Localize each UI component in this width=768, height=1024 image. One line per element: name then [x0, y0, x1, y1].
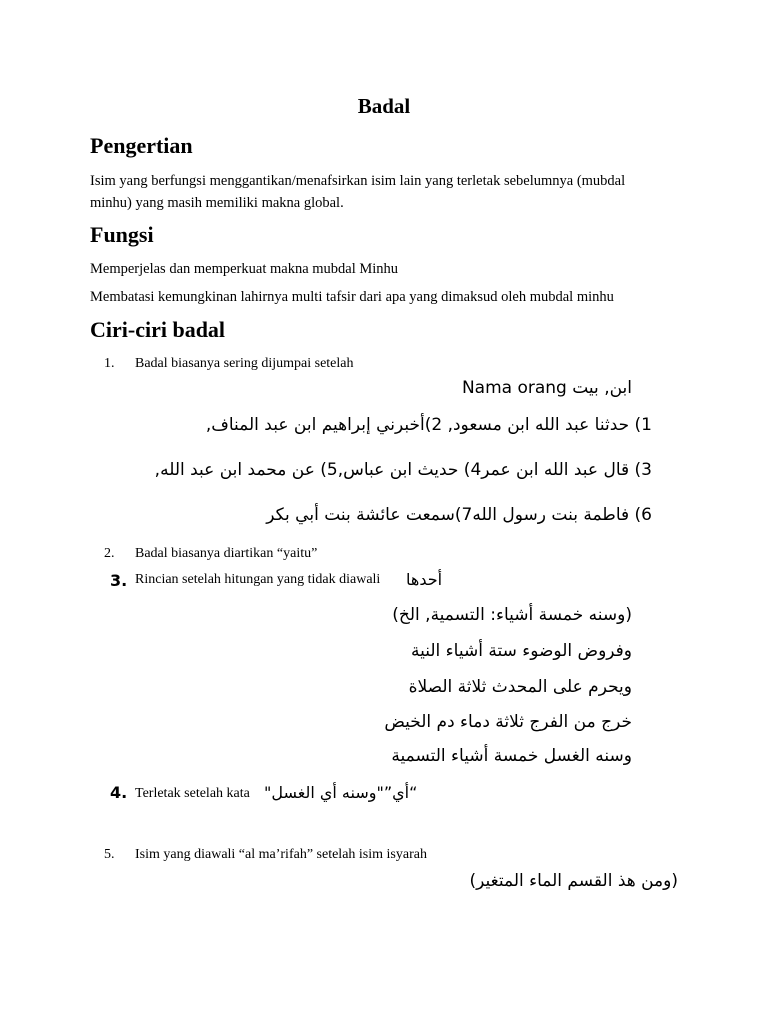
list-number: 1.: [104, 356, 115, 371]
list-number: 4.: [110, 783, 128, 802]
fungsi-point-2: Membatasi kemungkinan lahirnya multi tafsir dari apa yang dimaksud oleh mubdal minhu: [90, 289, 614, 305]
arabic-line: وسنه الغسل خمسة أشياء التسمية: [391, 746, 632, 766]
heading-pengertian: Pengertian: [90, 133, 193, 158]
arabic-line: (ومن هذ القسم الماء المتغير): [469, 871, 678, 891]
fungsi-point-1: Memperjelas dan memperkuat makna mubdal Minhu: [90, 261, 399, 277]
list-item-text: Isim yang diawali “al ma’rifah” setelah isim isyarah: [135, 847, 427, 862]
document-title: Badal: [357, 94, 411, 118]
arabic-inline: “أي”"وسنه أي الغسل": [264, 783, 418, 802]
list-item-text: Badal biasanya sering dijumpai setelah: [135, 356, 354, 371]
arabic-line: ابن, بيت Nama orang: [461, 378, 632, 398]
pengertian-text: Isim yang berfungsi menggantikan/menafsirkan isim lain yang terletak sebelumnya (mubdal minhu) yang masih memiliki makna global.: [90, 173, 626, 211]
list-item-text: Badal biasanya diartikan “yaitu”: [135, 546, 318, 561]
heading-ciri-ciri: Ciri-ciri badal: [90, 317, 226, 342]
list-number: 3.: [110, 571, 128, 590]
arabic-inline: أحدها: [406, 570, 443, 589]
arabic-line: خرج من الفرج ثلاثة دماء دم الخيض: [384, 712, 632, 732]
list-number: 5.: [104, 847, 115, 862]
list-number: 2.: [104, 546, 115, 561]
arabic-line: (وسنه خمسة أشياء: التسمية, الخ): [392, 605, 632, 625]
list-item-text: Terletak setelah kata: [135, 786, 250, 801]
list-item-text: Rincian setelah hitungan yang tidak diawali: [135, 572, 381, 587]
arabic-line: وفروض الوضوء ستة أشياء النية: [410, 641, 632, 661]
arabic-line: ويحرم على المحدث ثلاثة الصلاة: [408, 677, 632, 697]
heading-fungsi: Fungsi: [90, 222, 154, 247]
arabic-line: 3) قال عبد الله ابن عمر4) حديث ابن عباس,5) عن محمد ابن عبد الله,: [154, 460, 652, 480]
arabic-line: 1) حدثنا عبد الله ابن مسعود, 2)أخبرني إبراهيم ابن عبد المناف,: [205, 415, 652, 435]
arabic-line: 6) فاطمة بنت رسول الله7)سمعت عائشة بنت أبي بكر: [266, 505, 652, 525]
